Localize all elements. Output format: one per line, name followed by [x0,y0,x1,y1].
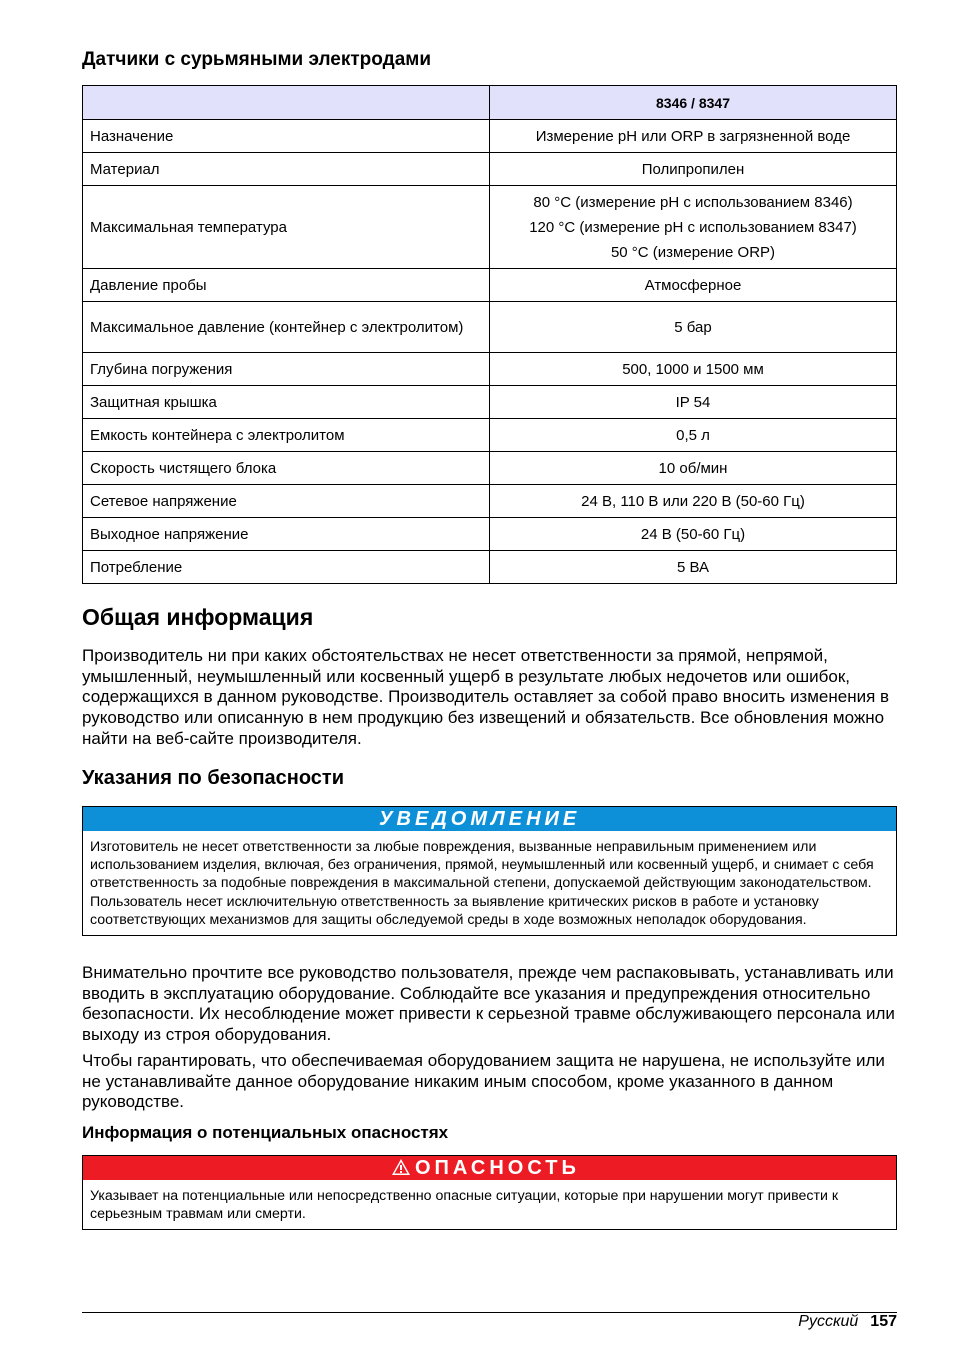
spec-value-line: 24 В (50-60 Гц) [640,525,746,543]
spec-value-line: 80 °C (измерение pH с использованием 8346) [533,193,853,211]
spec-key: Скорость чистящего блока [83,452,490,485]
table-row [83,518,897,551]
spec-key: Максимальная температура [83,186,490,269]
spec-value-line: Полипропилен [641,160,745,178]
table-row [83,302,897,353]
spec-key: Давление пробы [83,269,490,302]
footer-page-number: 157 [870,1313,897,1330]
spec-key: Максимальное давление (контейнер с электролитом) [83,302,490,353]
spec-value-line: 5 ВА [676,558,710,576]
safety-paragraph-protect: Чтобы гарантировать, что обеспечиваемая оборудованием защита не нарушена, не используйте или не устанавливайте данное оборудование никаким иным способом, кроме указанного в данном руководстве. [82,1051,885,1112]
footer-divider [82,1312,897,1313]
spec-value-line: 5 бар [674,318,712,336]
table-row [83,186,897,269]
danger-bar [83,1156,896,1180]
spec-key: Глубина погружения [83,353,490,386]
safety-heading: Указания по безопасности [82,767,345,789]
notice-box [82,806,897,936]
danger-label: ОПАСНОСТЬ [415,1157,580,1179]
spec-value [490,302,897,353]
table-row [83,353,897,386]
footer-language: Русский [798,1313,859,1330]
footer [798,1313,897,1331]
spec-value [490,269,897,302]
spec-value-line: Атмосферное [644,276,742,294]
spec-key: Выходное напряжение [83,518,490,551]
spec-value-line: 0,5 л [676,426,710,444]
table-row [83,153,897,186]
notice-text: Изготовитель не несет ответственности за любые повреждения, вызванные неправильным применением или использованием изделия, включая, без ограничения, прямой, неумышленный или косвенный ущерб, и снимает с себя ответственность за подобные повреждения в максимальной степени, допускаемой действующим законодательством. Пользователь несет исключительную ответственность за выявление критических рисков в работе и установку соответствующих механизмов для защиты обследуемой среды в ходе возможных неполадок оборудования. [90,839,874,928]
spec-value [490,419,897,452]
table-row [83,485,897,518]
general-heading: Общая информация [82,604,314,630]
spec-table-header-row [83,86,897,120]
spec-value-line: 120 °C (измерение pH с использованием 8347) [529,218,857,236]
spec-value-line: 500, 1000 и 1500 мм [622,360,764,378]
spec-value [490,518,897,551]
spec-table-header-model: 8346 / 8347 [490,86,897,120]
spec-key: Емкость контейнера с электролитом [83,419,490,452]
table-row [83,419,897,452]
spec-value [490,551,897,584]
spec-key: Защитная крышка [83,386,490,419]
warning-triangle-icon [391,1158,411,1182]
spec-value-line: Измерение pH или ORP в загрязненной воде [535,127,851,145]
table-row [83,269,897,302]
spec-value [490,353,897,386]
spec-table [82,85,897,584]
spec-key: Материал [83,153,490,186]
spec-value [490,386,897,419]
spec-value [490,186,897,269]
safety-paragraph-read: Внимательно прочтите все руководство пользователя, прежде чем распаковывать, устанавливать или вводить в эксплуатацию оборудование. Соблюдайте все указания и предупреждения относительно безопасности. Их несоблюдение может привести к серьезной травме обслуживающего персонала или выходу из строя оборудования. [82,963,895,1045]
spec-value-line: 24 В, 110 В или 220 В (50-60 Гц) [581,492,805,510]
spec-value [490,485,897,518]
table-row [83,452,897,485]
table-row [83,120,897,153]
notice-label: УВЕДОМЛЕНИЕ [83,807,896,831]
spec-table-body [83,120,897,584]
spec-table-header-empty [83,86,490,120]
table-row [83,551,897,584]
danger-text: Указывает на потенциальные или непосредственно опасные ситуации, которые при нарушении могут привести к серьезным травмам или смерти. [90,1188,839,1223]
hazard-heading: Информация о потенциальных опасностях [82,1123,449,1142]
spec-value-line: 10 об/мин [658,459,728,477]
spec-value [490,120,897,153]
spec-value [490,452,897,485]
general-paragraph: Производитель ни при каких обстоятельствах не несет ответственности за прямой, непрямой, умышленный, неумышленный или косвенный ущерб в результате любых недочетов или ошибок, содержащихся в данном руководстве. Производитель оставляет за собой право вносить изменения в руководство или описанную в нем продукцию без извещений и обязательств. Все обновления можно найти на веб-сайте производителя. [82,646,890,748]
sensors-heading: Датчики с сурьмяными электродами [82,49,432,70]
spec-key: Потребление [83,551,490,584]
spec-value-line: 50 °C (измерение ORP) [610,243,776,261]
spec-value-line: IP 54 [675,393,711,411]
spec-key: Сетевое напряжение [83,485,490,518]
table-row [83,386,897,419]
spec-value [490,153,897,186]
spec-key: Назначение [83,120,490,153]
danger-box [82,1155,897,1230]
